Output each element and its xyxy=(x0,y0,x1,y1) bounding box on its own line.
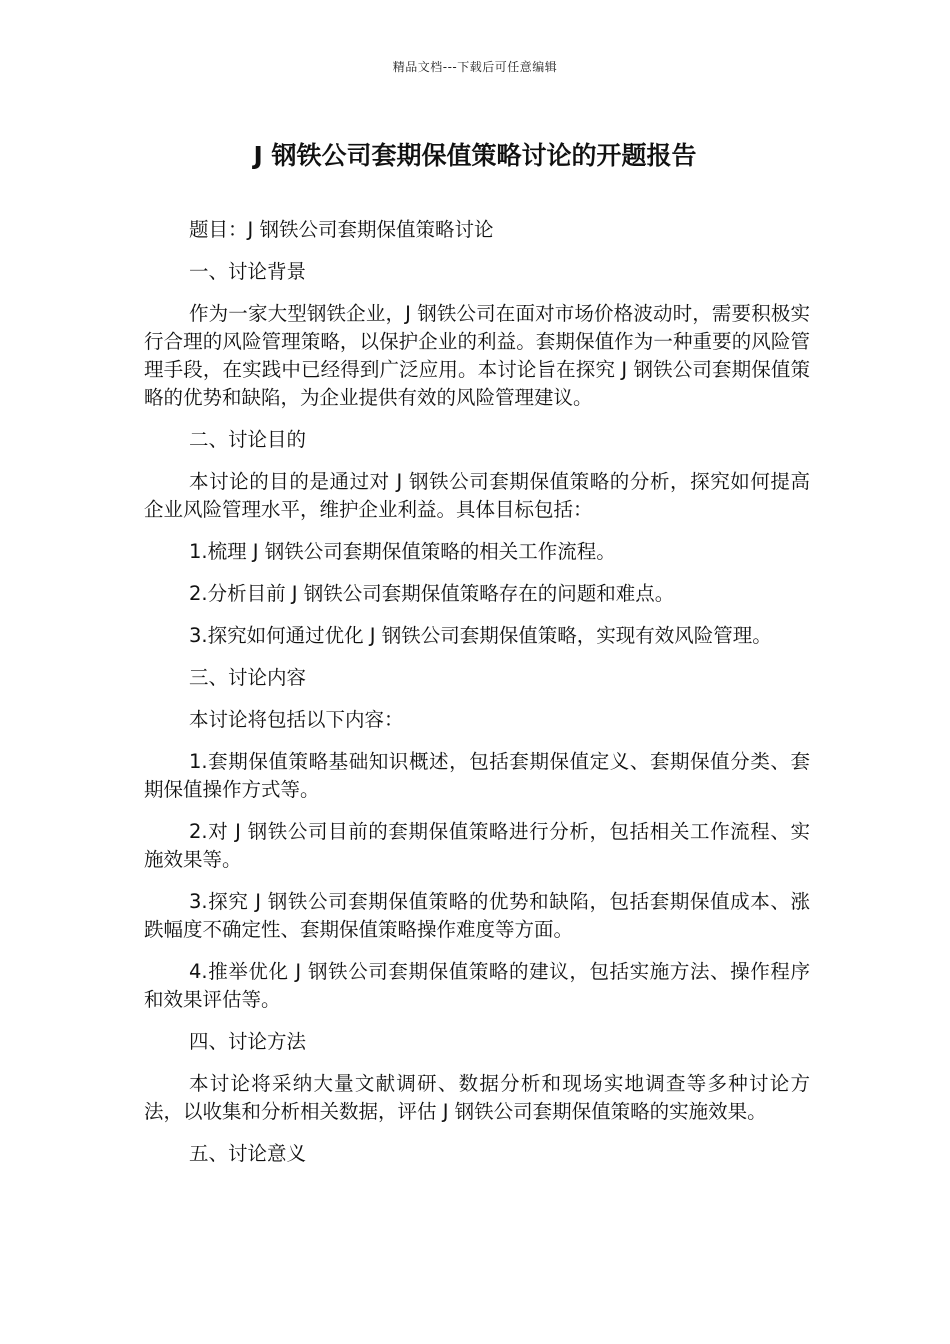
content-item-4: 4.推举优化 J 钢铁公司套期保值策略的建议，包括实施方法、操作程序和效果评估等。 xyxy=(144,960,810,1011)
section-heading-purpose: 二、讨论目的 xyxy=(189,428,307,451)
topic-line: 题目：J 钢铁公司套期保值策略讨论 xyxy=(189,218,494,241)
content-intro: 本讨论将包括以下内容： xyxy=(189,708,404,731)
section-heading-background: 一、讨论背景 xyxy=(189,260,307,283)
section-heading-content: 三、讨论内容 xyxy=(189,666,307,689)
background-paragraph: 作为一家大型钢铁企业，J 钢铁公司在面对市场价格波动时，需要积极实行合理的风险管理策略，以保护企业的利益。套期保值作为一种重要的风险管理手段，在实践中已经得到广泛应用。本讨论旨在探究 J 钢铁公司套期保值策略的优势和缺陷，为企业提供有效的风险管理建议。 xyxy=(144,302,810,409)
purpose-item-1: 1.梳理 J 钢铁公司套期保值策略的相关工作流程。 xyxy=(189,540,616,563)
document-title: J 钢铁公司套期保值策略讨论的开题报告 xyxy=(253,141,697,170)
document-body xyxy=(144,216,810,1182)
purpose-item-2: 2.分析目前 J 钢铁公司套期保值策略存在的问题和难点。 xyxy=(189,582,675,605)
purpose-item-3: 3.探究如何通过优化 J 钢铁公司套期保值策略，实现有效风险管理。 xyxy=(189,624,772,647)
method-paragraph: 本讨论将采纳大量文献调研、数据分析和现场实地调查等多种讨论方法，以收集和分析相关数据，评估 J 钢铁公司套期保值策略的实施效果。 xyxy=(144,1072,810,1123)
content-item-2: 2.对 J 钢铁公司目前的套期保值策略进行分析，包括相关工作流程、实施效果等。 xyxy=(144,820,810,871)
header-note: 精品文档---下载后可任意编辑 xyxy=(392,60,558,74)
purpose-paragraph: 本讨论的目的是通过对 J 钢铁公司套期保值策略的分析，探究如何提高企业风险管理水平，维护企业利益。具体目标包括： xyxy=(144,470,810,521)
content-item-3: 3.探究 J 钢铁公司套期保值策略的优势和缺陷，包括套期保值成本、涨跌幅度不确定性、套期保值策略操作难度等方面。 xyxy=(144,890,810,941)
section-heading-significance: 五、讨论意义 xyxy=(189,1142,307,1165)
content-item-1: 1.套期保值策略基础知识概述，包括套期保值定义、套期保值分类、套期保值操作方式等。 xyxy=(144,750,810,801)
section-heading-method: 四、讨论方法 xyxy=(189,1030,307,1053)
